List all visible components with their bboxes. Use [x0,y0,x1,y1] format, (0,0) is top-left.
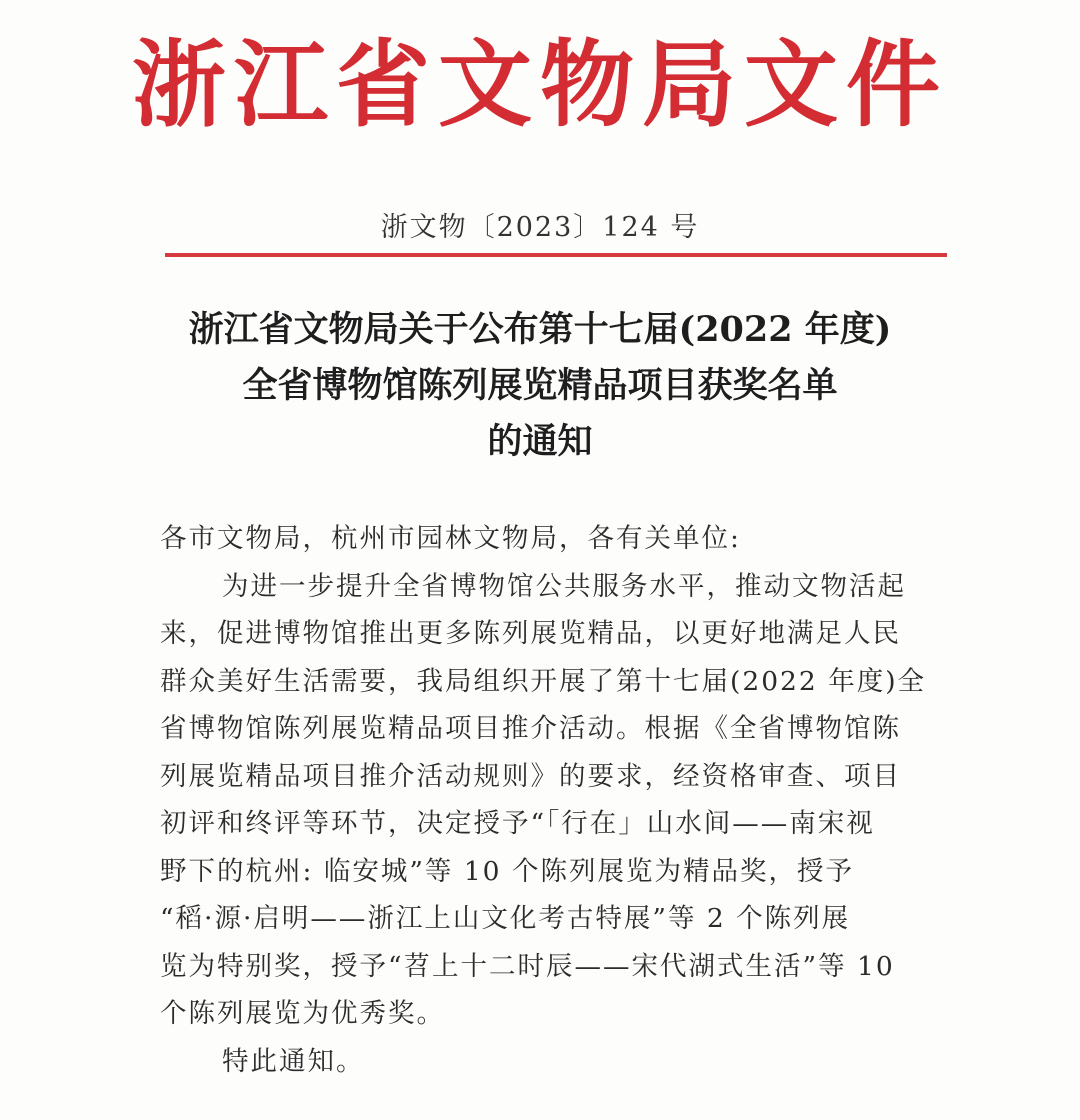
closing-line: 特此通知。 [222,1045,365,1077]
paragraph-line: 览为特别奖，授予“苕上十二时辰——宋代湖式生活”等 10 [160,950,895,982]
title-line: 全省博物馆陈列展览精品项目获奖名单 [242,365,838,406]
paragraph-line: 列展览精品项目推介活动规则》的要求，经资格审查、项目 [160,760,901,792]
red-divider-line [165,253,947,257]
paragraph-line: 初评和终评等环节，决定授予“「行在」山水间——南宋视 [160,808,875,839]
paragraph-line: 群众美好生活需要，我局组织开展了第十七届(2022 年度)全 [160,665,927,697]
paragraph-line: 个陈列展览为优秀奖。 [160,998,445,1029]
paragraph-line: “稻·源·启明——浙江上山文化考古特展”等 2 个陈列展 [160,903,851,934]
paragraph-line: 来，促进博物馆推出更多陈列展览精品，以更好地满足人民 [160,618,901,649]
paragraph-line: 为进一步提升全省博物馆公共服务水平，推动文物活起 [222,570,906,602]
salutation: 各市文物局，杭州市园林文物局，各有关单位: [160,523,741,554]
masthead-title: 浙江省文物局文件 [131,30,948,140]
paragraph-line: 省博物馆陈列展览精品项目推介活动。根据《全省博物馆陈 [160,713,901,744]
document-number: 浙文物〔2023〕124 号 [380,212,700,243]
title-line: 浙江省文物局关于公布第十七届(2022 年度) [188,309,892,350]
notice-title [140,302,940,470]
notice-body [160,515,925,1085]
title-line: 的通知 [487,421,593,462]
paragraph-line: 野下的杭州: 临安城”等 10 个陈列展览为精品奖，授予 [160,855,854,887]
